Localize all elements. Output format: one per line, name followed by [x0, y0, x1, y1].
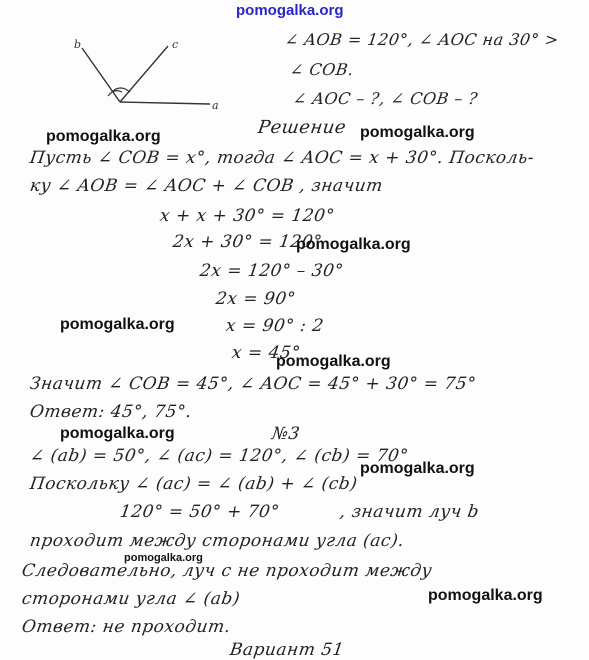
- equation-6: x = 45°: [230, 343, 302, 363]
- answer-line-2: Ответ: не проходит.: [20, 617, 232, 637]
- given-line-2: ∠ COB.: [288, 60, 356, 79]
- solution-heading: Решение: [256, 117, 348, 138]
- task3-equation: 120° = 50° + 70°: [118, 502, 281, 522]
- watermark-top: pomogalka.org: [236, 2, 344, 19]
- watermark-6: pomogalka.org: [60, 425, 175, 442]
- answer-line-1: Ответ: 45°, 75°.: [28, 402, 194, 422]
- label-b: b: [74, 38, 82, 51]
- label-a: a: [212, 99, 219, 112]
- angle-drawing: [60, 30, 230, 120]
- task3-given: ∠ (ab) = 50°, ∠ (ac) = 120°, ∠ (cb) = 70°: [28, 446, 410, 466]
- given-line-3: ∠ AOC – ?, ∠ COB – ?: [291, 89, 480, 108]
- ray-c: [120, 46, 168, 102]
- watermark-9: pomogalka.org: [428, 587, 543, 604]
- equation-4: 2x = 90°: [214, 289, 297, 309]
- variant-heading: Вариант 51: [228, 640, 346, 660]
- task3-line-4: сторонами угла ∠ (ab): [20, 589, 242, 609]
- watermark-7: pomogalka.org: [360, 460, 475, 477]
- equation-2: 2x + 30° = 120°: [171, 232, 324, 252]
- task-number-3: №3: [270, 424, 302, 444]
- equation-5: x = 90° : 2: [224, 316, 326, 336]
- watermark-3: pomogalka.org: [296, 236, 411, 253]
- ray-b: [82, 48, 120, 102]
- watermark-1: pomogalka.org: [46, 128, 161, 145]
- watermark-2: pomogalka.org: [360, 124, 475, 141]
- task3-conclusion: , значит луч b: [338, 502, 481, 522]
- solution-line-3: Значит ∠ COB = 45°, ∠ AOC = 45° + 30° = 75°: [28, 374, 478, 394]
- label-c: c: [172, 38, 179, 51]
- watermark-4: pomogalka.org: [60, 316, 175, 333]
- solution-line-1: Пусть ∠ COB = x°, тогда ∠ AOC = x + 30°. Посколь-: [28, 148, 536, 168]
- task3-line-3: Следовательно, луч c не проходит между: [20, 561, 434, 581]
- watermark-8: pomogalka.org: [124, 552, 203, 564]
- watermark-5: pomogalka.org: [276, 353, 391, 370]
- given-line-1: ∠ AOB = 120°, ∠ AOC на 30° >: [283, 30, 561, 49]
- equation-1: x + x + 30° = 120°: [158, 206, 336, 226]
- solution-line-2: ку ∠ AOB = ∠ AOC + ∠ COB , значит: [28, 176, 385, 196]
- task3-line-1: Поскольку ∠ (ac) = ∠ (ab) + ∠ (cb): [28, 474, 359, 494]
- task3-line-2: проходит между сторонами угла (ac).: [28, 531, 406, 551]
- ray-a: [120, 102, 210, 104]
- equation-3: 2x = 120° – 30°: [198, 261, 345, 281]
